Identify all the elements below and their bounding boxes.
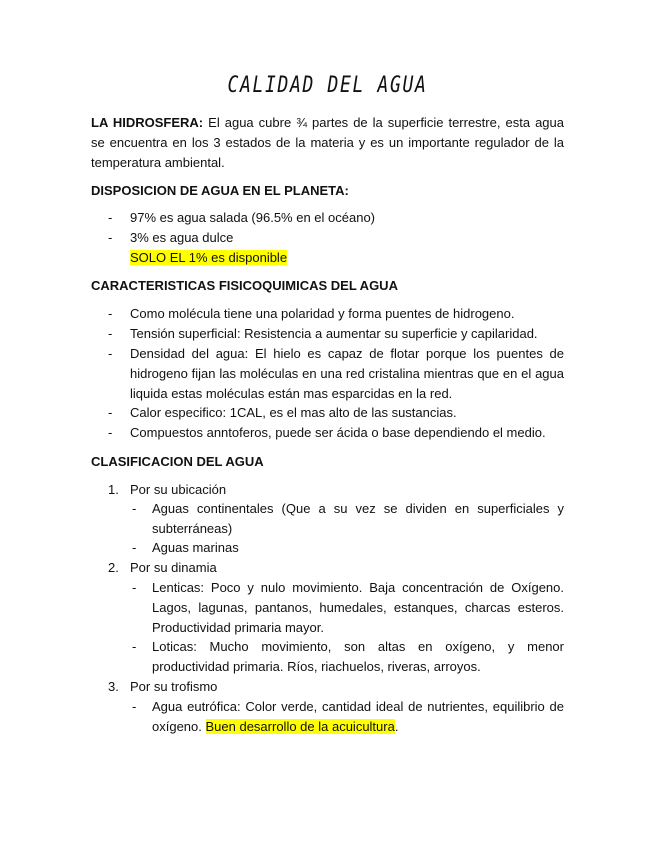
bullet-dash: -	[108, 326, 113, 341]
bullet-dash: -	[132, 501, 137, 516]
list-item-text: Agua eutrófica: Color verde, cantidad ideal de nutrientes, equilibrio de oxígeno.	[152, 699, 564, 734]
intro-text: El agua cubre ¾ partes de la superficie terrestre, esta agua se encuentra en los 3 estados de la materia y es un importante regulador de la temperatura ambiental.	[91, 115, 564, 170]
list-item: 97% es agua salada (96.5% en el océano)	[130, 210, 376, 225]
list-item: Como molécula tiene una polaridad y forma puentes de hidrogeno.	[130, 306, 515, 321]
list-item: Densidad del agua: El hielo es capaz de flotar porque los puentes de hidrogeno fijan las moléculas en una red cristalina mientras que en el agua liquida estas moléculas están mas esparcidas en la red.	[130, 346, 564, 401]
disposicion-heading: DISPOSICION DE AGUA EN EL PLANETA:	[91, 183, 349, 198]
bullet-dash: -	[132, 699, 137, 714]
list-item	[152, 697, 564, 737]
bullet-dash: -	[108, 230, 113, 245]
bullet-dash: -	[132, 540, 137, 555]
list-item: Aguas marinas	[152, 540, 239, 555]
group-label: Por su ubicación	[130, 482, 227, 497]
bullet-dash: -	[108, 306, 113, 321]
clasificacion-heading: CLASIFICACION DEL AGUA	[91, 454, 264, 469]
bullet-dash: -	[108, 425, 113, 440]
list-number: 3.	[108, 679, 119, 694]
list-number: 2.	[108, 560, 119, 575]
caracteristicas-heading: CARACTERISTICAS FISICOQUIMICAS DEL AGUA	[91, 278, 398, 293]
bullet-dash: -	[108, 346, 113, 361]
list-item-tail: .	[394, 719, 399, 734]
list-item: Tensión superficial: Resistencia a aumentar su superficie y capilaridad.	[130, 326, 538, 341]
list-item: Calor especifico: 1CAL, es el mas alto de las sustancias.	[130, 405, 457, 420]
list-item: Lenticas: Poco y nulo movimiento. Baja concentración de Oxígeno. Lagos, lagunas, pantanos, humedales, estanques, charcas esteros. Productividad primaria mayor.	[152, 580, 564, 635]
group-label: Por su dinamia	[130, 560, 217, 575]
list-item: 3% es agua dulce	[130, 230, 234, 245]
list-item: Aguas continentales (Que a su vez se dividen en superficiales y subterráneas)	[152, 501, 564, 536]
highlighted-text: SOLO EL 1% es disponible	[130, 250, 288, 265]
intro-paragraph	[91, 113, 564, 173]
intro-label: LA HIDROSFERA:	[91, 115, 204, 130]
bullet-dash: -	[132, 580, 137, 595]
list-number: 1.	[108, 482, 119, 497]
highlighted-text: Buen desarrollo de la acuicultura	[205, 719, 395, 734]
group-label: Por su trofismo	[130, 679, 218, 694]
page-title: CALIDAD DEL AGUA	[227, 73, 428, 98]
bullet-dash: -	[108, 210, 113, 225]
bullet-dash: -	[132, 639, 137, 654]
bullet-dash: -	[108, 405, 113, 420]
list-item: Compuestos anntoferos, puede ser ácida o base dependiendo el medio.	[130, 425, 546, 440]
list-item: Loticas: Mucho movimiento, son altas en oxígeno, y menor productividad primaria. Ríos, riachuelos, riveras, arroyos.	[152, 639, 564, 674]
highlight-note	[130, 248, 287, 268]
